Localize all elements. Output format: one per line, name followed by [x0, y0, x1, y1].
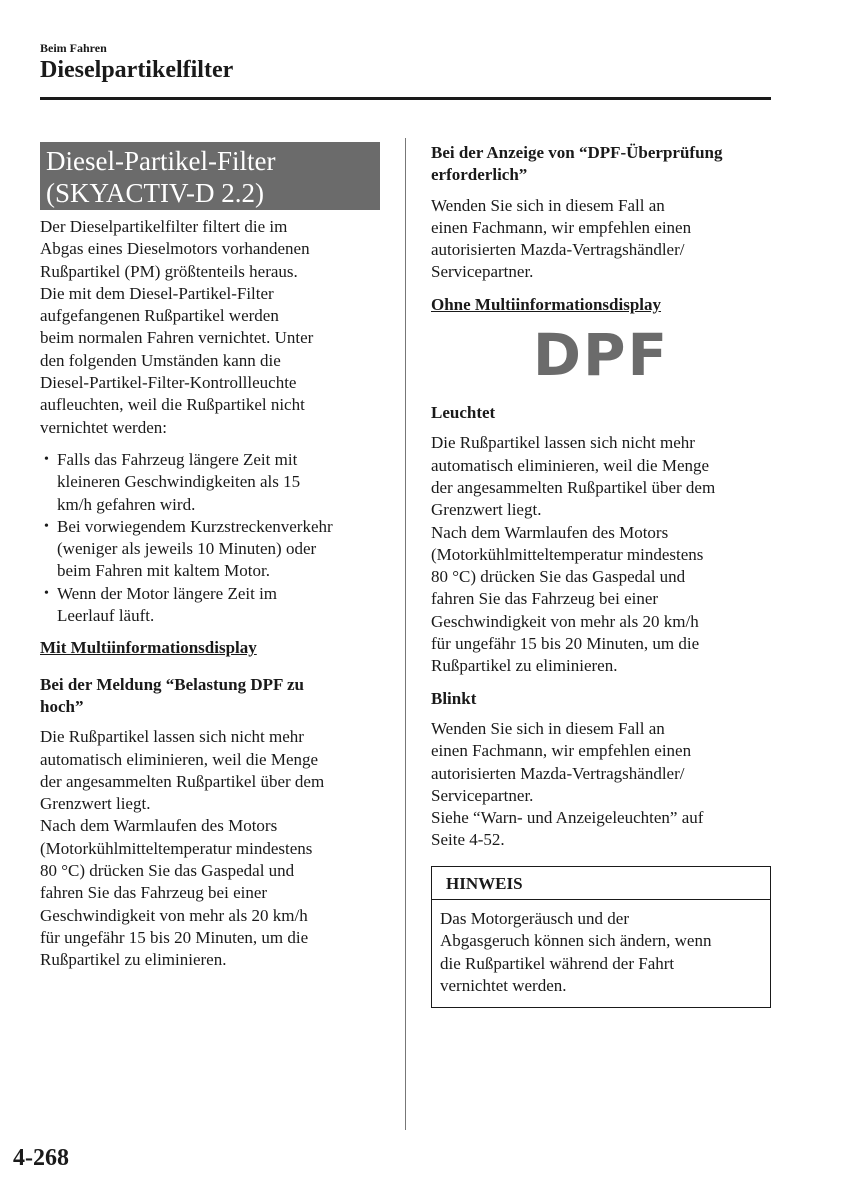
text-line: 80 °C) drücken Sie das Gaspedal und [431, 567, 686, 587]
text-line: Rußpartikel (PM) größtenteils heraus. [40, 261, 298, 281]
text-line: für ungefähr 15 bis 20 Minuten, um die [40, 927, 309, 947]
text-line: der angesammelten Rußpartikel über dem [40, 771, 325, 791]
text-line: Der Dieselpartikelfilter filtert die im [40, 217, 288, 236]
section-title-box [40, 142, 380, 210]
text-line: km/h gefahren wird. [57, 494, 196, 514]
text-line: Wenden Sie sich in diesem Fall an [431, 718, 665, 738]
text-line: automatisch eliminieren, weil die Menge [40, 749, 319, 769]
text-line: automatisch eliminieren, weil die Menge [431, 455, 710, 475]
text-line: erforderlich” [431, 165, 528, 185]
note-body [432, 900, 770, 1007]
conditions-list [40, 449, 385, 627]
intro-paragraph [40, 216, 385, 439]
text-line: • Bei vorwiegendem Kurzstreckenverkehr [57, 516, 333, 536]
blink-body [431, 718, 776, 852]
check-heading [431, 142, 776, 187]
text-line: (weniger als jeweils 10 Minuten) oder [57, 539, 317, 559]
text-line: Servicepartner. [431, 262, 534, 282]
left-column [40, 142, 385, 982]
text-line: vernichtet werden. [440, 975, 567, 995]
text-line: Die Rußpartikel lassen sich nicht mehr [431, 433, 695, 453]
text-line: Abgas eines Dieselmotors vorhandenen [40, 239, 310, 259]
text-line: kleineren Geschwindigkeiten als 15 [57, 472, 301, 492]
lit-heading: Leuchtet [431, 403, 496, 423]
text-line: Grenzwert liegt. [40, 794, 151, 814]
without-display-heading: Ohne Multiinformationsdisplay [431, 294, 662, 314]
page-number: 4-268 [13, 1145, 69, 1171]
text-line: Nach dem Warmlaufen des Motors [431, 522, 669, 542]
text-line: Rußpartikel zu eliminieren. [431, 656, 618, 676]
text-line: Abgasgeruch können sich ändern, wenn [440, 931, 712, 951]
text-line: fahren Sie das Fahrzeug bei einer [40, 883, 268, 903]
text-line: Seite 4-52. [431, 830, 505, 850]
message-body [40, 726, 385, 971]
column-divider [405, 138, 406, 1130]
text-line: (Motorkühlmitteltemperatur mindestens [40, 838, 313, 858]
right-column [431, 142, 776, 1008]
list-item [40, 449, 385, 516]
text-line: beim Fahren mit kaltem Motor. [57, 561, 270, 581]
text-line: Geschwindigkeit von mehr als 20 km/h [431, 611, 699, 631]
message-heading [40, 674, 385, 719]
text-line: Wenden Sie sich in diesem Fall an [431, 195, 665, 215]
header-rule [40, 97, 771, 100]
text-line: • Wenn der Motor längere Zeit im [57, 583, 278, 603]
text-line: Grenzwert liegt. [431, 500, 542, 520]
text-line: Bei der Meldung “Belastung DPF zu [40, 674, 304, 694]
check-body [431, 195, 776, 284]
text-line: • Falls das Fahrzeug längere Zeit mit [57, 449, 298, 469]
text-line: aufleuchten, weil die Rußpartikel nicht [40, 395, 305, 415]
text-line: Servicepartner. [431, 785, 534, 805]
text-line: vernichtet werden: [40, 417, 167, 437]
text-line: Diesel-Partikel-Filter-Kontrollleuchte [40, 373, 297, 393]
text-line: hoch” [40, 696, 84, 716]
text-line: Leerlauf läuft. [57, 606, 155, 626]
text-line: Rußpartikel zu eliminieren. [40, 950, 227, 970]
dpf-warning-icon: DPF [532, 321, 670, 390]
text-line: 80 °C) drücken Sie das Gaspedal und [40, 861, 295, 881]
text-line: Nach dem Warmlaufen des Motors [40, 816, 278, 836]
text-line: (Motorkühlmitteltemperatur mindestens [431, 544, 704, 564]
text-line: die Rußpartikel während der Fahrt [440, 953, 675, 973]
list-item [40, 583, 385, 628]
lit-body [431, 432, 776, 677]
text-line: für ungefähr 15 bis 20 Minuten, um die [431, 634, 700, 654]
section-title-line: (SKYACTIV-D 2.2) [46, 178, 265, 208]
text-line: den folgenden Umständen kann die [40, 350, 281, 370]
section-title-line: Diesel-Partikel-Filter [46, 146, 276, 176]
list-item [40, 516, 385, 583]
chapter-title: Dieselpartikelfilter [40, 57, 234, 83]
text-line: Das Motorgeräusch und der [440, 909, 630, 929]
section-label: Beim Fahren [40, 41, 107, 55]
text-line: aufgefangenen Rußpartikel werden [40, 306, 279, 326]
note-box [431, 866, 771, 1008]
text-line: Siehe “Warn- und Anzeigeleuchten” auf [431, 808, 704, 828]
text-line: Die mit dem Diesel-Partikel-Filter [40, 283, 274, 303]
text-line: autorisierten Mazda-Vertragshändler/ [431, 763, 685, 783]
text-line: Bei der Anzeige von “DPF-Überprüfung [431, 143, 723, 162]
text-line: beim normalen Fahren vernichtet. Unter [40, 328, 314, 348]
text-line: einen Fachmann, wir empfehlen einen [431, 741, 692, 761]
with-display-heading: Mit Multiinformationsdisplay [40, 638, 257, 658]
text-line: fahren Sie das Fahrzeug bei einer [431, 589, 659, 609]
blink-heading: Blinkt [431, 688, 477, 708]
note-title: HINWEIS [432, 867, 770, 900]
text-line: einen Fachmann, wir empfehlen einen [431, 217, 692, 237]
text-line: Geschwindigkeit von mehr als 20 km/h [40, 905, 308, 925]
text-line: autorisierten Mazda-Vertragshändler/ [431, 240, 685, 260]
text-line: Die Rußpartikel lassen sich nicht mehr [40, 727, 304, 747]
text-line: der angesammelten Rußpartikel über dem [431, 477, 716, 497]
